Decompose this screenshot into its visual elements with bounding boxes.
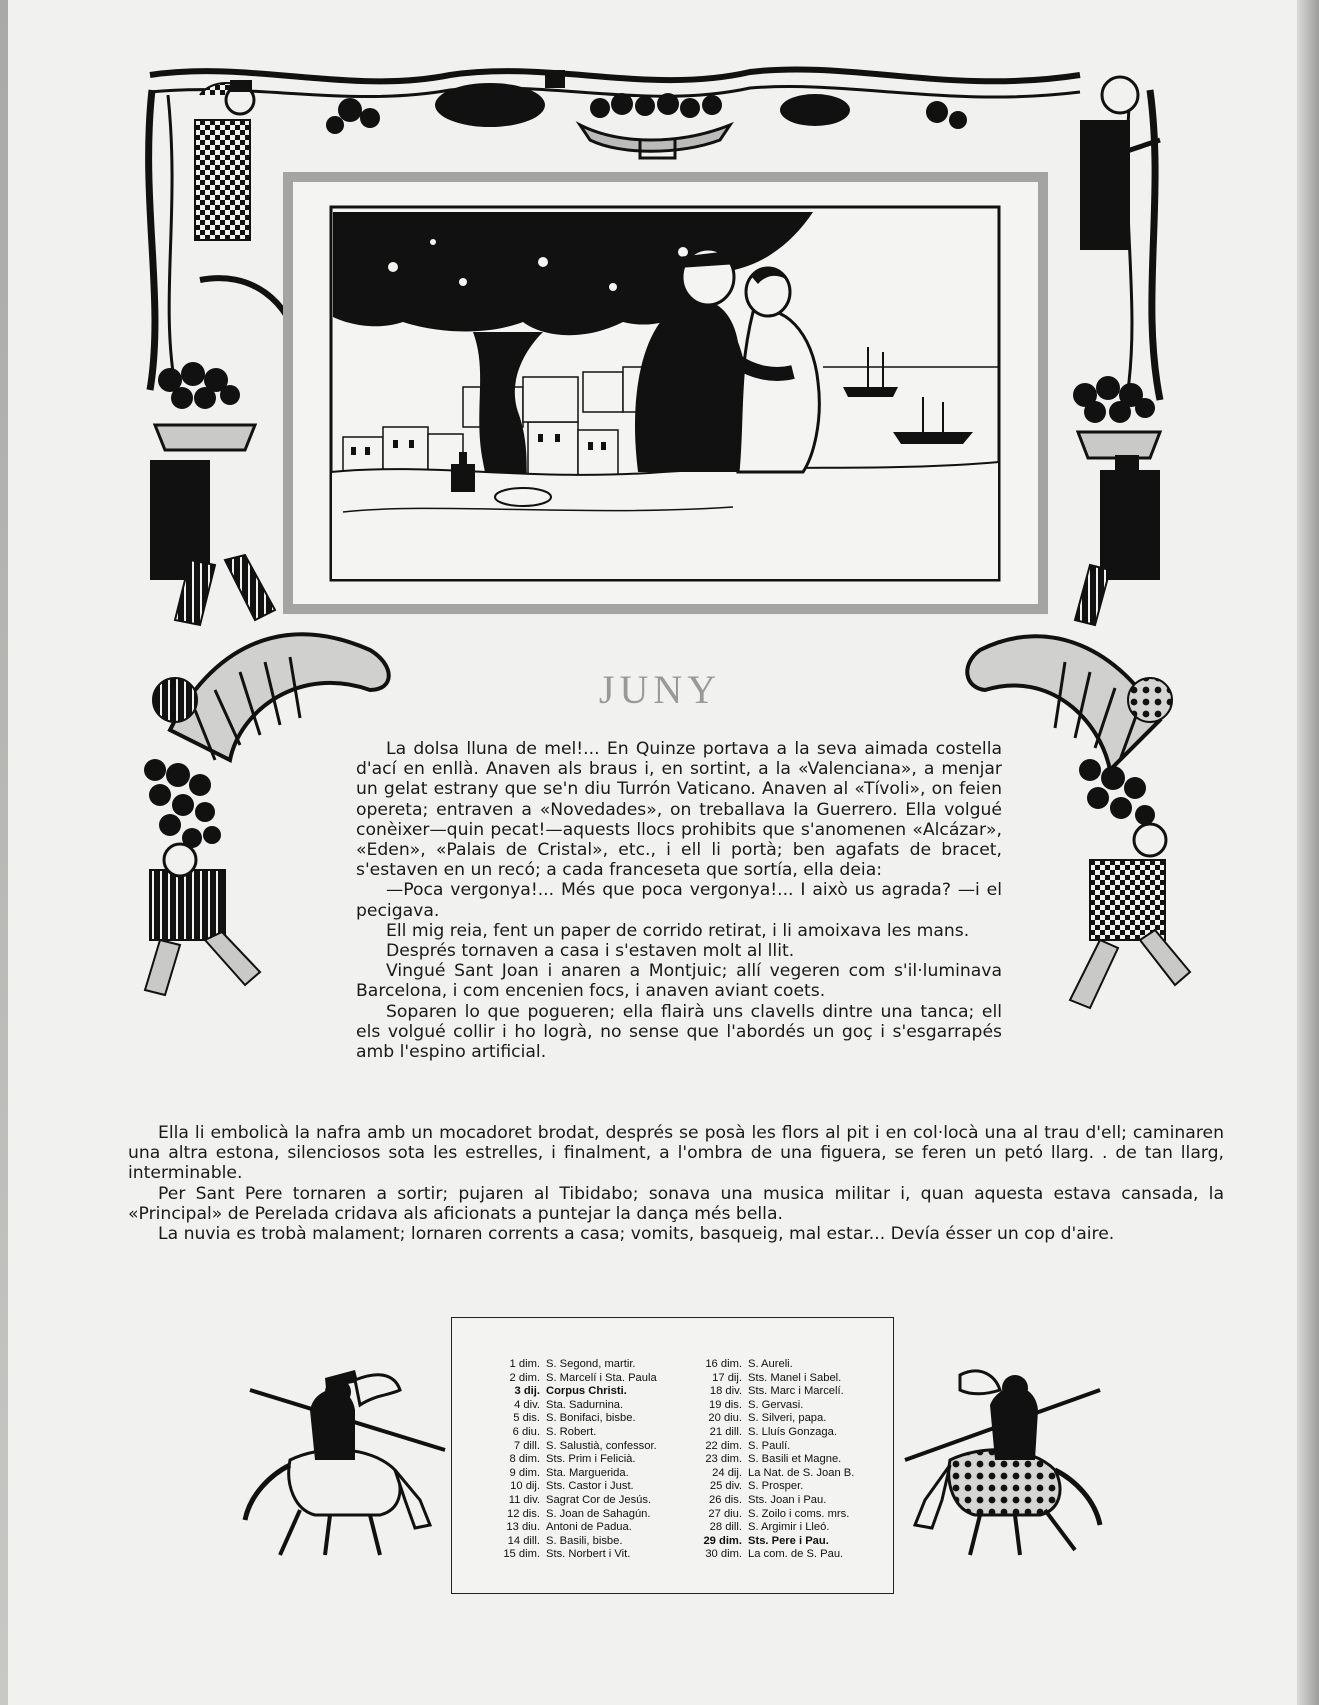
calendar-entry bbox=[478, 1480, 688, 1494]
june-calendar bbox=[451, 1317, 894, 1594]
right-horse-rider-illustration bbox=[890, 1350, 1120, 1560]
calendar-saint: S. Marcelí i Sta. Paula bbox=[546, 1371, 657, 1384]
calendar-day: 30 dim. bbox=[705, 1548, 742, 1561]
story-paragraph: Vingué Sant Joan i anaren a Montjuic; allí vegeren com s'il·luminava Barcelona, i com encenien focs, i anaven aviant coets. bbox=[356, 961, 1002, 1002]
calendar-entry bbox=[680, 1480, 890, 1494]
calendar-entry bbox=[478, 1358, 688, 1372]
calendar-entry bbox=[680, 1385, 890, 1399]
calendar-entry bbox=[478, 1426, 688, 1440]
calendar-saint: S. Joan de Sahagún. bbox=[546, 1507, 651, 1520]
calendar-day: 27 diu. bbox=[708, 1507, 742, 1520]
calendar-day: 9 dim. bbox=[509, 1466, 540, 1479]
calendar-saint: S. Gervasi. bbox=[748, 1398, 804, 1411]
calendar-saint: S. Silveri, papa. bbox=[748, 1412, 827, 1425]
calendar-saint: Sts. Manel i Sabel. bbox=[748, 1371, 842, 1384]
calendar-column-days-16-30 bbox=[680, 1358, 890, 1562]
calendar-entry bbox=[680, 1440, 890, 1454]
calendar-saint: S. Lluís Gonzaga. bbox=[748, 1425, 837, 1438]
calendar-saint: Sagrat Cor de Jesús. bbox=[546, 1493, 652, 1506]
calendar-entry bbox=[478, 1494, 688, 1508]
calendar-day: 21 dill. bbox=[709, 1425, 742, 1438]
calendar-saint: Sts. Castor i Just. bbox=[546, 1480, 634, 1493]
calendar-entry bbox=[680, 1372, 890, 1386]
calendar-day: 22 dim. bbox=[705, 1439, 742, 1452]
calendar-entry bbox=[680, 1426, 890, 1440]
calendar-saint: Sts. Prim i Felicià. bbox=[546, 1453, 636, 1466]
calendar-day: 15 dim. bbox=[503, 1548, 540, 1561]
calendar-saint: S. Robert. bbox=[546, 1425, 597, 1438]
calendar-saint: S. Prosper. bbox=[748, 1480, 804, 1493]
top-frieze bbox=[150, 69, 1080, 158]
calendar-saint: S. Salustià, confessor. bbox=[546, 1439, 657, 1452]
calendar-saint: Sta. Marguerida. bbox=[546, 1466, 629, 1479]
calendar-day: 29 dim. bbox=[703, 1534, 742, 1547]
calendar-entry bbox=[680, 1399, 890, 1413]
calendar-entry bbox=[478, 1535, 688, 1549]
story-paragraph: Soparen lo que pogueren; ella flairà uns clavells dintre una tanca; ell els volgué collir i ho logrà, no sense que l'abordés un goç i s'esgarrapés amb l'espino artificial. bbox=[356, 1001, 1002, 1063]
calendar-entry bbox=[680, 1412, 890, 1426]
left-horse-rider-illustration bbox=[230, 1350, 460, 1560]
story-paragraph: La dolsa lluna de mel!... En Quinze portava a la seva aimada costella d'ací en enllà. Anaven als braus i, en sortint, a la «Valenciana», a menjar un gelat estrany que se'n diu Turrón Vaticano. Anaven al «Tívoli», on feien opereta; entraven a «Novedades», on treballava la Guerrero. Ella volgué conèixer—quin pecat!—aquests llocs prohibits que s'anomenen «Alcázar», «Eden», «Palais de Cristal», etc., i ell li portà; ben agafats de bracet, s'estaven en un recó; a cada franceseta que sortía, ella deia: bbox=[356, 739, 1002, 881]
calendar-entry bbox=[478, 1372, 688, 1386]
calendar-day: 6 diu. bbox=[512, 1425, 540, 1438]
calendar-day: 25 div. bbox=[709, 1480, 742, 1493]
month-title: JUNY bbox=[598, 667, 722, 712]
calendar-saint: S. Zoilo i coms. mrs. bbox=[748, 1507, 850, 1520]
story-wide-column bbox=[128, 1123, 1224, 1244]
calendar-entry bbox=[680, 1453, 890, 1467]
calendar-day: 5 dis. bbox=[513, 1412, 540, 1425]
calendar-saint: Sta. Sadurnina. bbox=[546, 1398, 624, 1411]
calendar-saint: S. Bonifaci, bisbe. bbox=[546, 1412, 636, 1425]
calendar-day: 20 diu. bbox=[708, 1412, 742, 1425]
calendar-entry bbox=[680, 1494, 890, 1508]
calendar-saint: Antoni de Padua. bbox=[546, 1521, 632, 1534]
story-paragraph: —Poca vergonya!... Més que poca vergonya!... I això us agrada? —i el pecigava. bbox=[356, 880, 1002, 921]
calendar-entry bbox=[478, 1385, 688, 1399]
calendar-day: 11 div. bbox=[508, 1493, 540, 1506]
calendar-saint: Corpus Christi. bbox=[546, 1385, 627, 1398]
calendar-saint: S. Aureli. bbox=[748, 1358, 793, 1370]
calendar-day: 16 dim. bbox=[705, 1358, 742, 1370]
calendar-entry bbox=[680, 1508, 890, 1522]
calendar-saint: Sts. Pere i Pau. bbox=[748, 1534, 829, 1547]
calendar-entry bbox=[680, 1521, 890, 1535]
lovers-illustration bbox=[283, 172, 1048, 614]
calendar-day: 26 dis. bbox=[709, 1493, 742, 1506]
calendar-day: 2 dim. bbox=[509, 1371, 540, 1384]
story-paragraph: Després tornaven a casa i s'estaven molt al llit. bbox=[386, 941, 795, 962]
calendar-column-days-1-15 bbox=[478, 1358, 688, 1562]
calendar-day: 10 dij. bbox=[510, 1480, 540, 1493]
calendar-day: 19 dis. bbox=[709, 1398, 742, 1411]
calendar-saint: Sts. Joan i Pau. bbox=[748, 1493, 827, 1506]
calendar-entry bbox=[478, 1412, 688, 1426]
calendar-day: 3 dij. bbox=[514, 1385, 540, 1398]
story-paragraph: Per Sant Pere tornaren a sortir; pujaren al Tibidabo; sonava una musica militar i, quan aquesta estava cansada, la «Principal» de Perelada cridava als aficionats a puntejar la dança més bella. bbox=[128, 1183, 1224, 1224]
calendar-entry bbox=[478, 1521, 688, 1535]
calendar-saint: Sts. Norbert i Vit. bbox=[546, 1548, 631, 1561]
calendar-day: 28 dill. bbox=[709, 1521, 742, 1534]
calendar-entry bbox=[478, 1508, 688, 1522]
calendar-day: 8 dim. bbox=[509, 1453, 540, 1466]
calendar-day: 12 dis. bbox=[507, 1507, 540, 1520]
story-paragraph: Ella li embolicà la nafra amb un mocadoret brodat, després se posà les flors al pit i en col·locà una al trau d'ell; caminaren una altra estona, silenciosos sota les estrelles, i finalment, a l'ombra de una figuera, se feren un petó llarg. . de tan llarg, interminable. bbox=[128, 1123, 1224, 1184]
calendar-day: 24 dij. bbox=[712, 1466, 742, 1479]
calendar-day: 23 dim. bbox=[705, 1453, 742, 1466]
calendar-day: 13 diu. bbox=[506, 1521, 540, 1534]
calendar-saint: La com. de S. Pau. bbox=[748, 1548, 844, 1561]
calendar-entry bbox=[680, 1535, 890, 1549]
calendar-entry bbox=[478, 1548, 688, 1562]
calendar-entry bbox=[478, 1440, 688, 1454]
story-paragraph: La nuvia es trobà malament; lornaren corrents a casa; vomits, basqueig, mal estar... Devía ésser un cop d'aire. bbox=[158, 1224, 1115, 1245]
calendar-saint: S. Basili, bisbe. bbox=[546, 1534, 623, 1547]
calendar-day: 17 dij. bbox=[712, 1371, 742, 1384]
story-narrow-column bbox=[356, 739, 1002, 1062]
calendar-day: 1 dim. bbox=[509, 1358, 540, 1370]
calendar-day: 14 dill. bbox=[507, 1534, 540, 1547]
calendar-entry bbox=[680, 1358, 890, 1372]
calendar-saint: Sts. Marc i Marcelí. bbox=[748, 1385, 844, 1398]
calendar-entry bbox=[478, 1467, 688, 1481]
calendar-day: 7 dill. bbox=[513, 1439, 540, 1452]
calendar-saint: S. Basili et Magne. bbox=[748, 1453, 842, 1466]
story-paragraph: Ell mig reia, fent un paper de corrido retirat, i li amoixava les mans. bbox=[386, 920, 970, 941]
calendar-entry bbox=[478, 1399, 688, 1413]
calendar-saint: S. Segond, martir. bbox=[546, 1358, 636, 1370]
calendar-day: 4 div. bbox=[514, 1398, 540, 1411]
calendar-saint: S. Argimir i Lleó. bbox=[748, 1521, 830, 1534]
calendar-entry bbox=[680, 1548, 890, 1562]
calendar-saint: S. Paulí. bbox=[748, 1439, 791, 1452]
calendar-entry bbox=[478, 1453, 688, 1467]
calendar-day: 18 div. bbox=[709, 1385, 742, 1398]
calendar-entry bbox=[680, 1467, 890, 1481]
calendar-saint: La Nat. de S. Joan B. bbox=[748, 1466, 855, 1479]
